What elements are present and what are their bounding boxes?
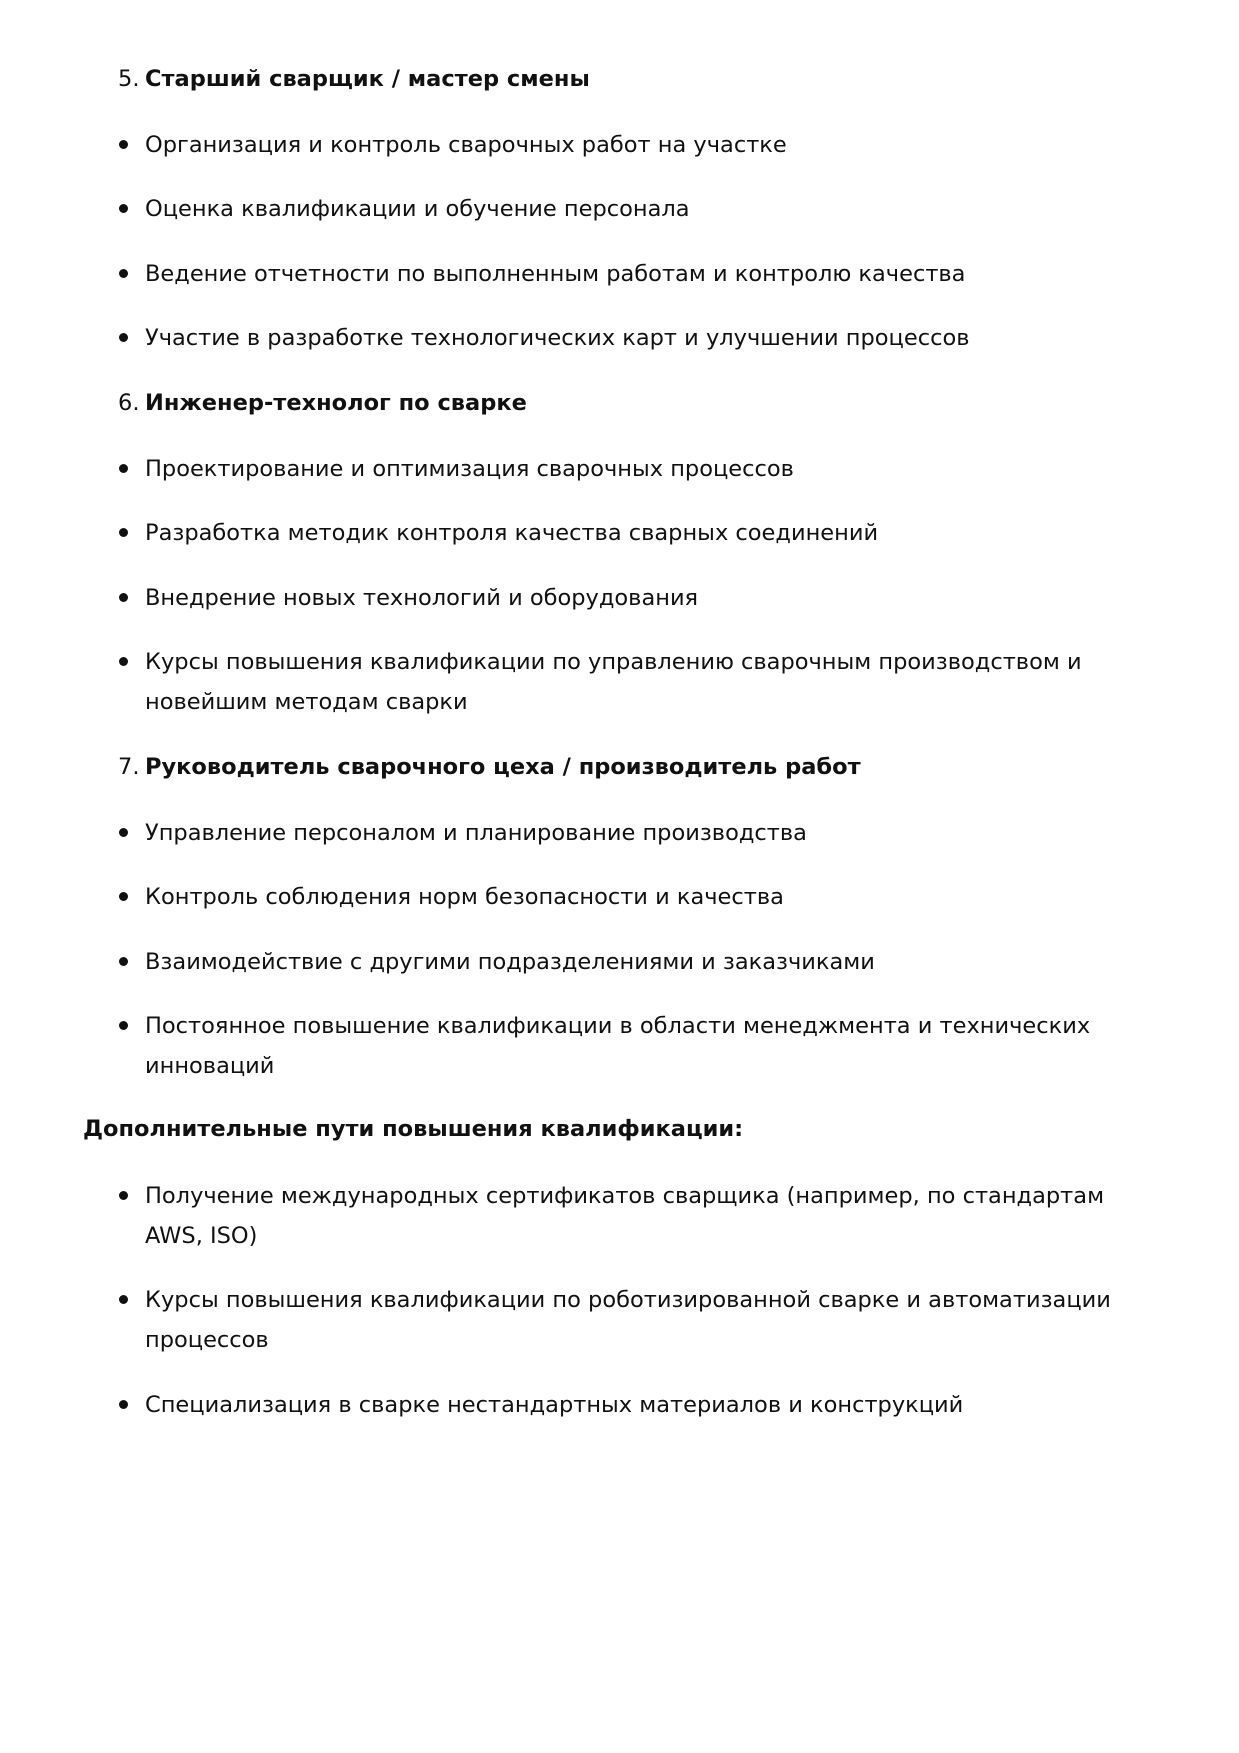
section-title: Старший сварщик / мастер смены <box>145 66 590 92</box>
list-item: Разработка методик контроля качества сварных соединений <box>145 513 1135 553</box>
bullet-icon <box>119 593 128 602</box>
bullet-icon <box>119 464 128 473</box>
bullet-icon <box>119 140 128 149</box>
bullet-icon <box>119 957 128 966</box>
list-item: Контроль соблюдения норм безопасности и качества <box>145 877 1135 917</box>
bullet-icon <box>119 333 128 342</box>
bullet-icon <box>119 204 128 213</box>
list-item: Специализация в сварке нестандартных материалов и конструкций <box>145 1385 1135 1425</box>
list-item: Получение международных сертификатов сварщика (например, по стандартам AWS, ISO) <box>145 1176 1135 1256</box>
list-item: Организация и контроль сварочных работ на участке <box>145 125 1135 165</box>
list-item: Участие в разработке технологических карт и улучшении процессов <box>145 318 1135 358</box>
list-item: Курсы повышения квалификации по роботизированной сварке и автоматизации процессов <box>145 1280 1135 1360</box>
bullet-icon <box>119 1295 128 1304</box>
bullet-icon <box>119 828 128 837</box>
list-item: Взаимодействие с другими подразделениями и заказчиками <box>145 942 1135 982</box>
bullet-icon <box>119 1400 128 1409</box>
additional-heading: Дополнительные пути повышения квалификации: <box>83 1116 744 1142</box>
list-item: Ведение отчетности по выполненным работам и контролю качества <box>145 254 1135 294</box>
list-item: Постоянное повышение квалификации в области менеджмента и технических инноваций <box>145 1006 1135 1086</box>
bullet-icon <box>119 528 128 537</box>
list-item: Внедрение новых технологий и оборудования <box>145 578 1135 618</box>
section-number: 6. <box>118 390 140 416</box>
list-item: Курсы повышения квалификации по управлению сварочным производством и новейшим методам сварки <box>145 642 1135 722</box>
section-title: Инженер-технолог по сварке <box>145 390 527 416</box>
section-number: 5. <box>118 66 140 92</box>
section-heading-7 <box>118 752 861 782</box>
section-heading-5 <box>118 64 590 94</box>
bullet-icon <box>119 1021 128 1030</box>
list-item: Оценка квалификации и обучение персонала <box>145 189 1135 229</box>
bullet-icon <box>119 269 128 278</box>
section-number: 7. <box>118 754 140 780</box>
bullet-icon <box>119 1191 128 1200</box>
section-heading-6 <box>118 388 527 418</box>
list-item: Проектирование и оптимизация сварочных процессов <box>145 449 1135 489</box>
bullet-icon <box>119 892 128 901</box>
section-title: Руководитель сварочного цеха / производитель работ <box>145 754 861 780</box>
bullet-icon <box>119 657 128 666</box>
list-item: Управление персоналом и планирование производства <box>145 813 1135 853</box>
